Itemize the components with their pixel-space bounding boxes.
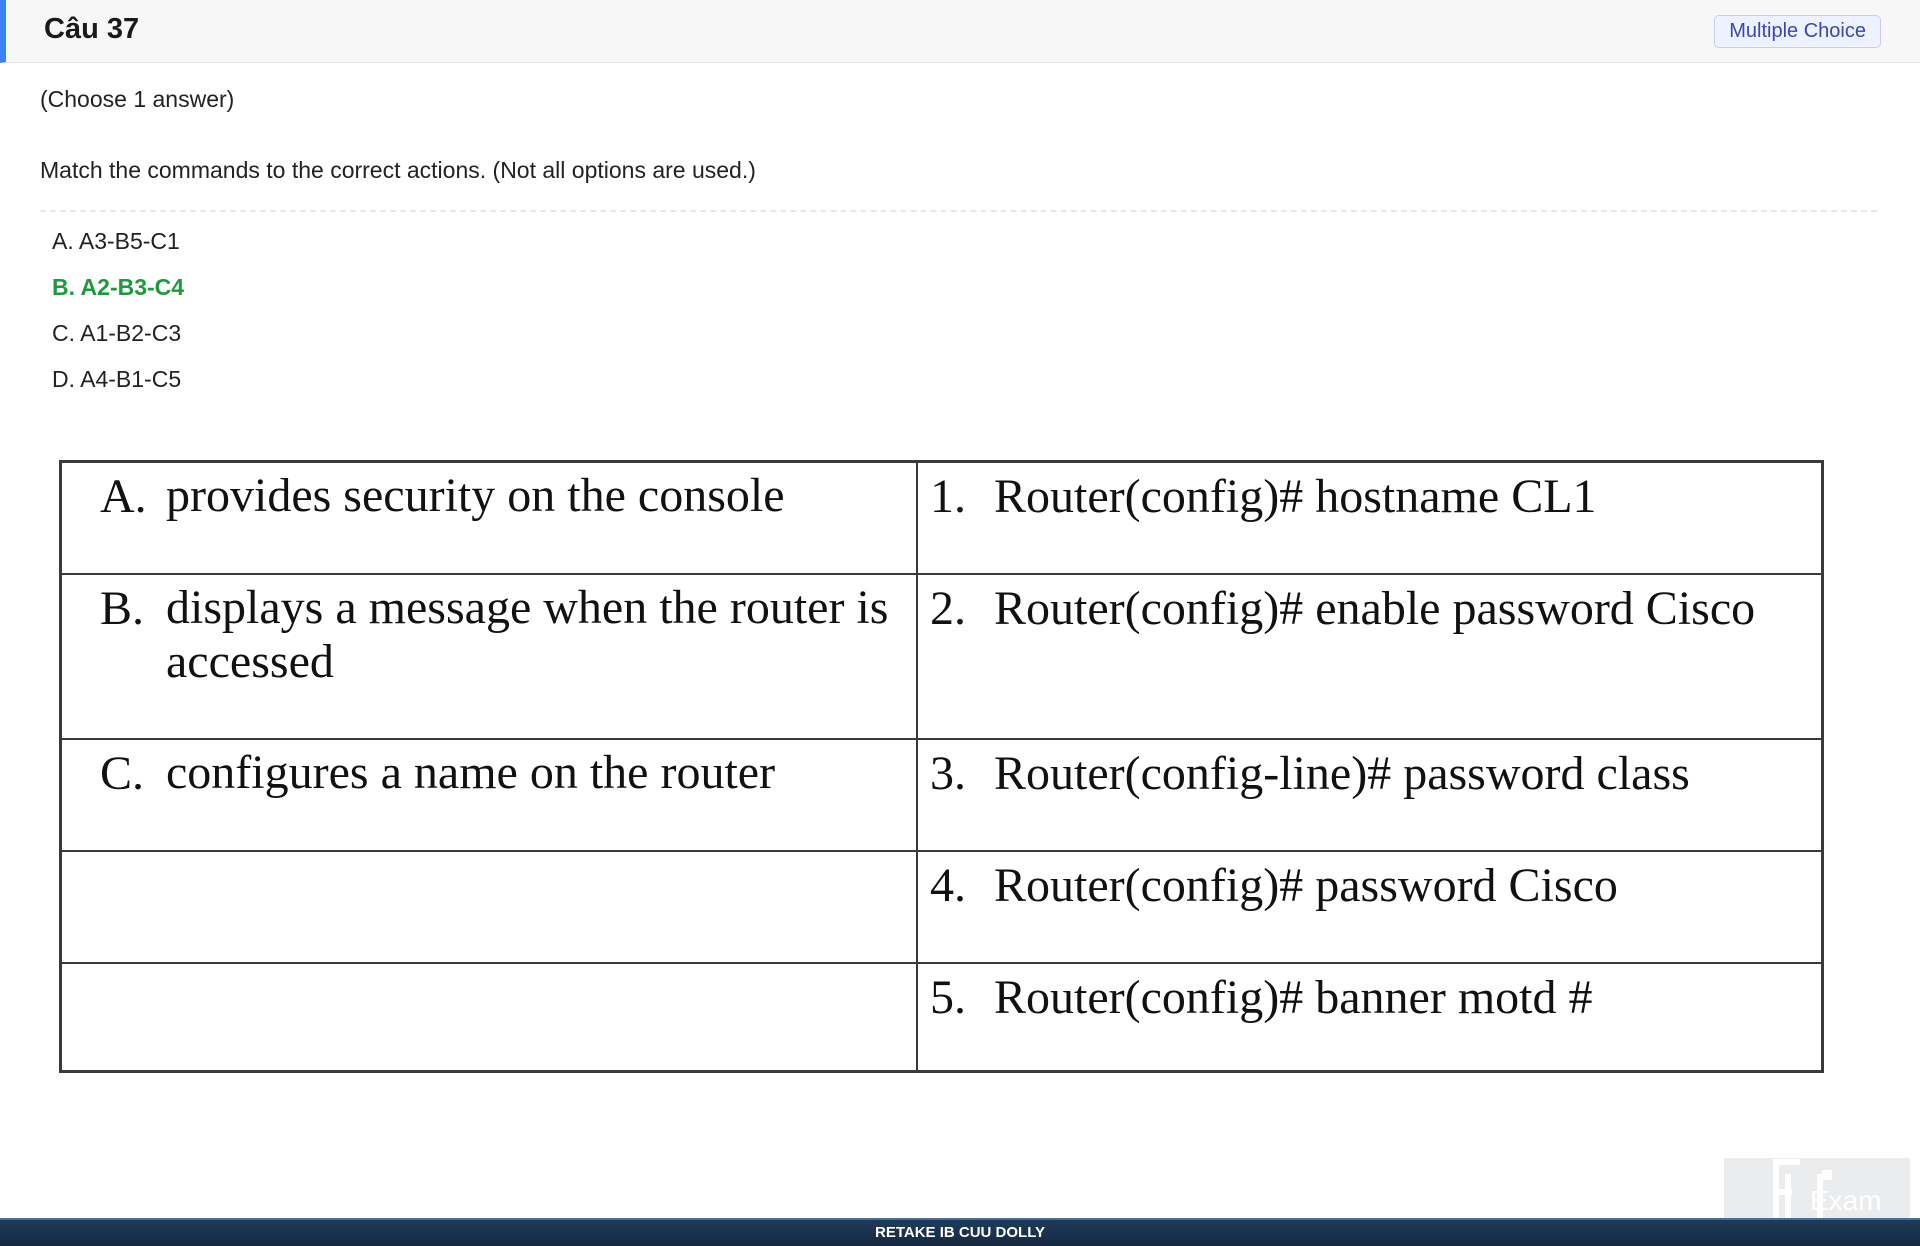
- figure-row: [62, 964, 1821, 1070]
- option-b[interactable]: B. A2-B3-C4: [52, 274, 185, 300]
- figure-command-cell: [918, 463, 1821, 573]
- option-d[interactable]: D. A4-B1-C5: [52, 366, 182, 392]
- answer-options: [52, 226, 184, 410]
- figure-command-text: Router(config)# password Cisco: [994, 859, 1618, 912]
- footer-banner: RETAKE IB CUU DOLLY: [0, 1218, 1920, 1246]
- question-title: Câu 37: [44, 13, 140, 45]
- question-header: [0, 0, 1920, 63]
- option-c[interactable]: C. A1-B2-C3: [52, 320, 182, 346]
- figure-action-cell: [62, 964, 918, 1070]
- figure-command-number: 5.: [930, 971, 966, 1024]
- figure-action-letter: B.: [100, 582, 145, 635]
- figure-row: [62, 740, 1821, 852]
- option-a[interactable]: A. A3-B5-C1: [52, 228, 180, 254]
- figure-command-cell: [918, 740, 1821, 850]
- figure-action-letter: C.: [100, 747, 145, 800]
- figure-action-text: displays a message when the router is accessed: [166, 581, 889, 688]
- divider: [40, 210, 1877, 212]
- figure-command-text: Router(config)# hostname CL1: [994, 470, 1597, 523]
- figure-action-text: configures a name on the router: [166, 746, 776, 799]
- figure-command-text: Router(config)# banner motd #: [994, 971, 1593, 1024]
- answer-instruction: (Choose 1 answer): [40, 86, 235, 112]
- figure-command-number: 4.: [930, 859, 966, 912]
- figure-command-text: Router(config-line)# password class: [994, 747, 1690, 800]
- figure-action-cell: [62, 852, 918, 962]
- figure-row: [62, 463, 1821, 575]
- question-figure-table: [59, 460, 1824, 1073]
- figure-command-cell: [918, 575, 1821, 738]
- figure-command-number: 1.: [930, 470, 966, 523]
- svg-text:Exam: Exam: [1810, 1185, 1882, 1216]
- figure-command-text: Router(config)# enable password Cisco: [994, 582, 1756, 635]
- figure-row: [62, 852, 1821, 964]
- figure-action-cell: [62, 740, 918, 850]
- figure-command-number: 3.: [930, 747, 966, 800]
- figure-action-letter: A.: [100, 470, 147, 523]
- figure-action-cell: [62, 575, 918, 738]
- question-text: Match the commands to the correct actions. (Not all options are used.): [40, 157, 756, 183]
- figure-command-cell: [918, 852, 1821, 962]
- figure-action-cell: [62, 463, 918, 573]
- question-type-badge: Multiple Choice: [1714, 15, 1881, 48]
- figure-action-text: provides security on the console: [166, 469, 785, 522]
- figure-command-cell: [918, 964, 1821, 1070]
- figure-command-number: 2.: [930, 582, 966, 635]
- figure-row: [62, 575, 1821, 740]
